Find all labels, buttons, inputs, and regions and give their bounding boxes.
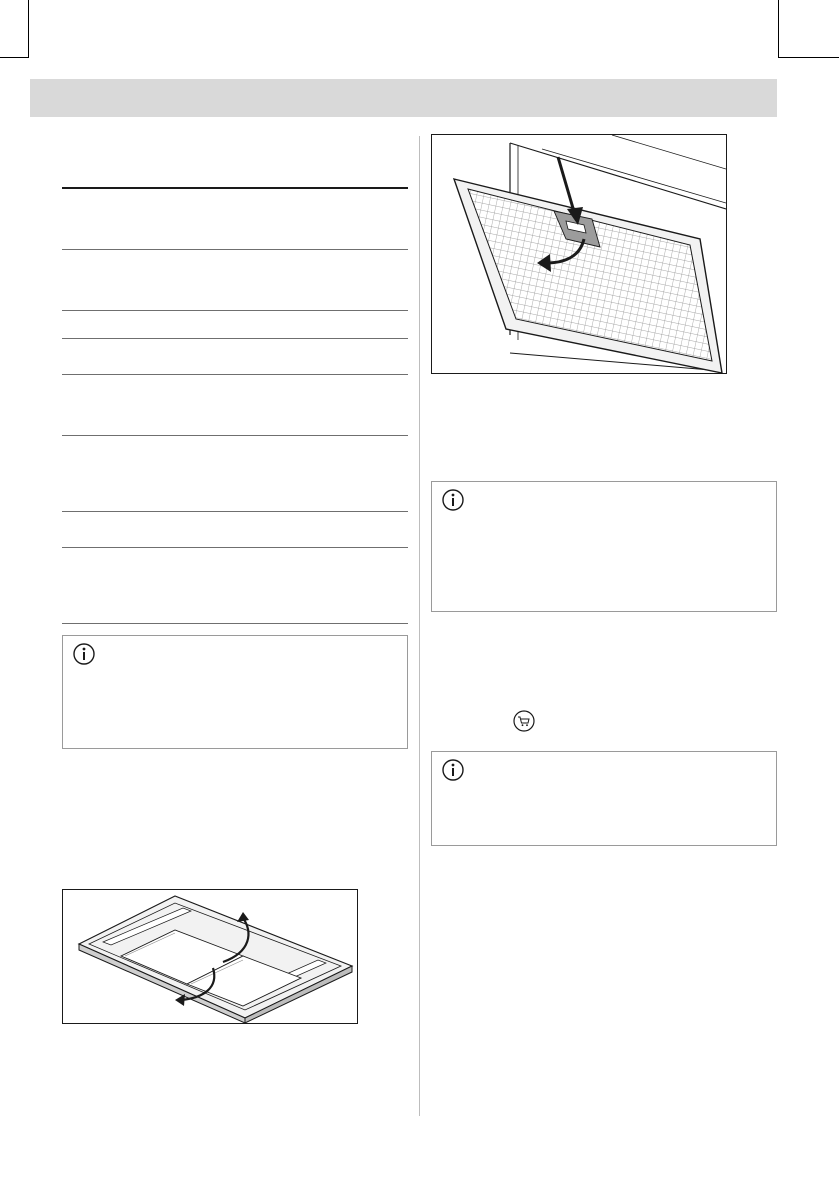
info-icon [73, 643, 95, 665]
info-icon [442, 759, 464, 781]
crop-mark-top-right-h [778, 57, 839, 58]
info-box [62, 635, 408, 749]
section-header-bar [30, 79, 777, 117]
hood-panel-rotation-illustration [62, 889, 358, 1024]
table-row-divider [62, 511, 408, 512]
filter-grease-removal-illustration [431, 134, 727, 374]
table-top-rule [62, 187, 408, 189]
shopping-cart-icon [513, 710, 535, 732]
crop-mark-top-left-v [28, 0, 29, 58]
table-row-divider [62, 374, 408, 375]
info-box [431, 481, 777, 612]
table-row-divider [62, 310, 408, 311]
column-divider [419, 136, 420, 1116]
table-row-divider [62, 435, 408, 436]
info-box [431, 751, 777, 846]
info-icon [442, 489, 464, 511]
crop-mark-top-right-v [778, 0, 779, 58]
table-row-divider [62, 547, 408, 548]
table-row-divider [62, 338, 408, 339]
table-row-divider [62, 249, 408, 250]
crop-mark-top-left-h [0, 57, 29, 58]
table-bottom-rule [62, 623, 408, 624]
